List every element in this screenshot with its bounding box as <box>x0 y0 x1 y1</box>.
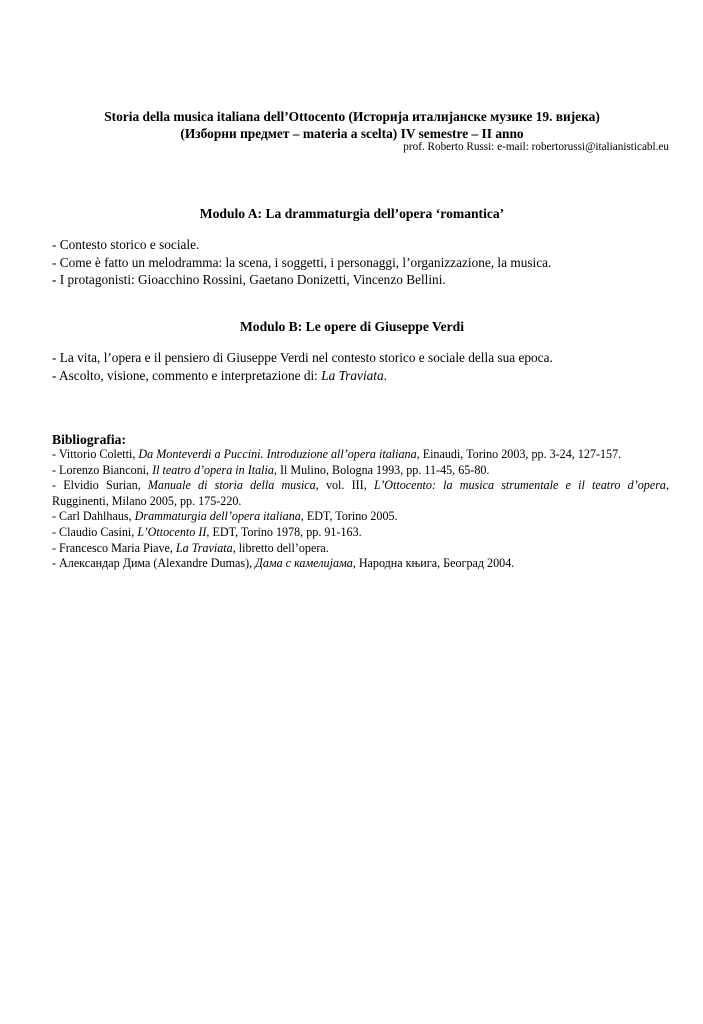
module-a-list <box>52 236 672 289</box>
list-item: - I protagonisti: Gioacchino Rossini, Gaetano Donizetti, Vincenzo Bellini. <box>52 272 446 287</box>
entry-publication: , EDT, Torino 1978, pp. 91-163. <box>206 524 362 539</box>
entry-title: Il teatro d’opera in Italia <box>152 462 274 477</box>
entry-title: La Traviata <box>175 540 233 555</box>
entry-title: L’Ottocento II <box>137 524 207 539</box>
bibliography-entry <box>52 556 669 572</box>
list-item: - La vita, l’opera e il pensiero di Giuseppe Verdi nel contesto storico e sociale della sua epoca. <box>52 350 553 365</box>
bibliography-heading: Bibliografia: <box>52 432 127 447</box>
professor-contact: prof. Roberto Russi: e-mail: robertorussi@italianisticabl.eu <box>403 141 669 153</box>
entry-title: Da Monteverdi a Puccini. Introduzione all’opera italiana <box>138 447 417 461</box>
entry-publication: , EDT, Torino 2005. <box>300 509 398 524</box>
bibliography-list <box>52 447 669 572</box>
entry-line <box>52 478 669 494</box>
entry-title: Дама с камелијама <box>255 556 353 571</box>
bibliography-entry <box>52 478 669 509</box>
entry-author: - Claudio Casini, <box>52 524 138 539</box>
list-item-text: . <box>383 367 387 383</box>
module-b-list <box>52 349 672 384</box>
module-a-title: Modulo A: La drammaturgia dell’opera ‘romantica’ <box>199 206 505 221</box>
bibliography-entry <box>52 447 669 463</box>
entry-publication: , Народна књига, Београд 2004. <box>352 556 515 571</box>
entry-author: - Francesco Maria Piave, <box>52 540 176 555</box>
entry-publication: , Einaudi, Torino 2003, pp. 3-24, 127-157. <box>416 447 622 461</box>
bibliography-entry <box>52 541 669 557</box>
entry-publication: , libretto dell’opera. <box>232 540 329 555</box>
bibliography-entry <box>52 463 669 479</box>
entry-punctuation: , <box>665 478 669 493</box>
list-item <box>52 367 672 385</box>
list-item: - Contesto storico e sociale. <box>52 237 200 252</box>
course-title: Storia della musica italiana dell’Ottocento (Историја италијанске музике 19. вијека) <box>104 109 600 124</box>
list-item-text: - Ascolto, visione, commento e interpretazione di: <box>52 367 322 383</box>
entry-author: - Elvidio Surian, <box>52 478 148 493</box>
entry-volume: , vol. III, <box>315 478 374 493</box>
entry-author: - Lorenzo Bianconi, <box>52 462 153 477</box>
entry-title: Drammaturgia dell’opera italiana <box>134 509 301 524</box>
entry-publication: Rugginenti, Milano 2005, pp. 175-220. <box>52 493 242 508</box>
bibliography-entry <box>52 525 669 541</box>
entry-author: - Александар Дима (Alexandre Dumas), <box>52 556 256 571</box>
bibliography-entry <box>52 509 669 525</box>
opera-title: La Traviata <box>321 367 384 383</box>
entry-publication: , Il Mulino, Bologna 1993, pp. 11-45, 65-80. <box>273 462 490 477</box>
list-item: - Come è fatto un melodramma: la scena, i soggetti, i personaggi, l’organizzazione, la musica. <box>52 254 552 270</box>
document-header <box>52 108 652 142</box>
entry-subtitle: L’Ottocento: la musica strumentale e il teatro d’opera <box>373 478 666 493</box>
entry-author: - Carl Dahlhaus, <box>52 509 135 524</box>
entry-title: Manuale di storia della musica <box>147 478 316 493</box>
module-b-title: Modulo B: Le opere di Giuseppe Verdi <box>239 319 465 334</box>
entry-author: - Vittorio Coletti, <box>52 447 139 461</box>
course-subtitle: (Изборни предмет – materia a scelta) IV semestre – II anno <box>180 126 524 141</box>
